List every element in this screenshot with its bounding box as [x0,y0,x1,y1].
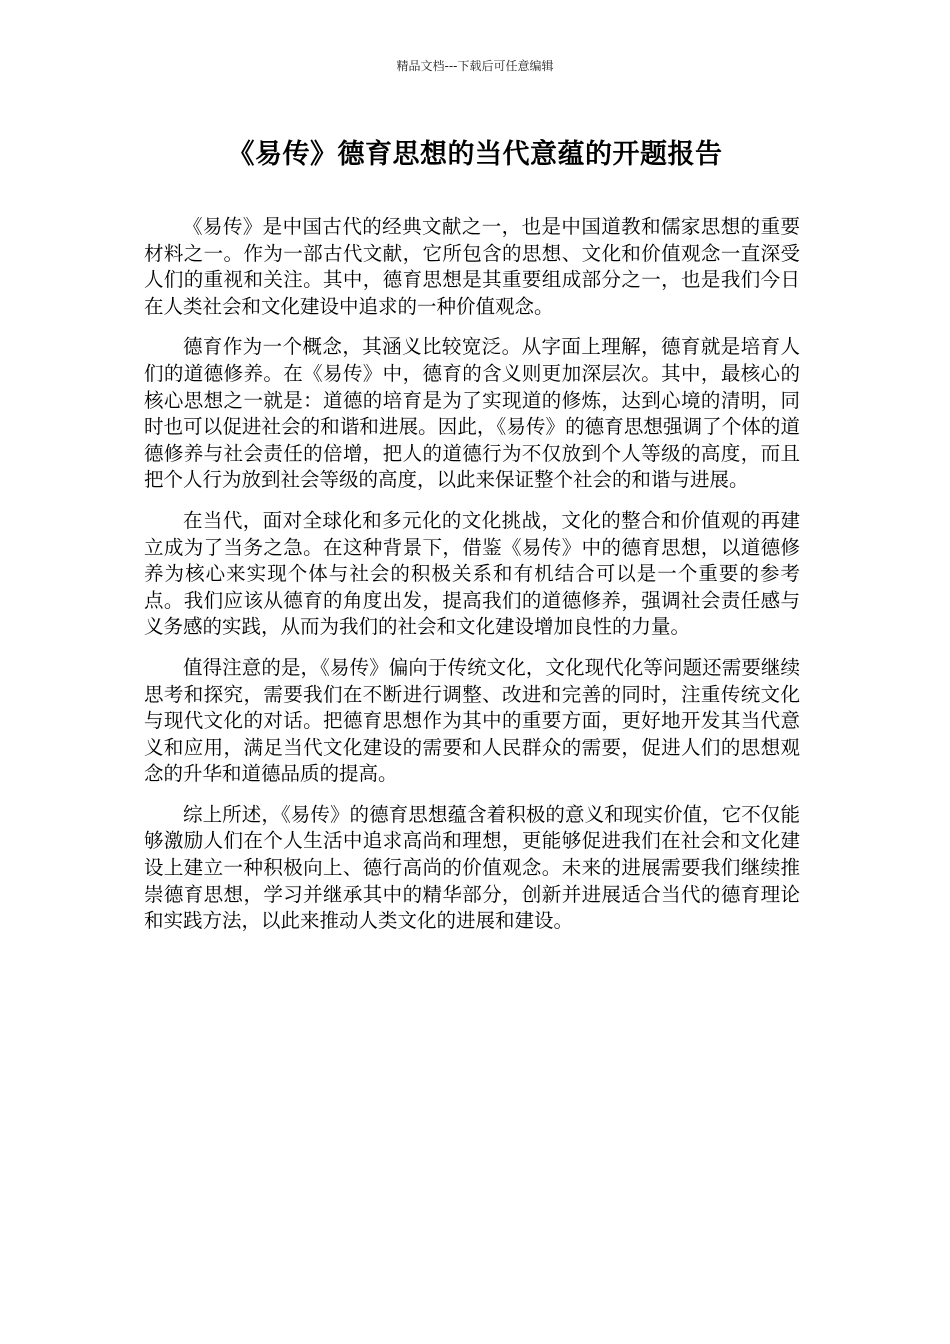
paragraph-2: 德育作为一个概念，其涵义比较宽泛。从字面上理解，德育就是培育人们的道德修养。在《易传》中，德育的含义则更加深层次。其中，最核心的核心思想之一就是：道德的培育是为了实现道的修炼，达到心境的清明，同时也可以促进社会的和谐和进展。因此，《易传》的德育思想强调了个体的道德修养与社会责任的倍增，把人的道德行为不仅放到个人等级的高度，而且把个人行为放到社会等级的高度，以此来保证整个社会的和谐与进展。 [144,335,800,492]
paragraph-4: 值得注意的是，《易传》偏向于传统文化，文化现代化等问题还需要继续思考和探究，需要我们在不断进行调整、改进和完善的同时，注重传统文化与现代文化的对话。把德育思想作为其中的重要方面，更好地开发其当代意义和应用，满足当代文化建设的需要和人民群众的需要，促进人们的思想观念的升华和道德品质的提高。 [144,655,800,786]
document-body [144,214,800,949]
paragraph-1: 《易传》是中国古代的经典文献之一，也是中国道教和儒家思想的重要材料之一。作为一部古代文献，它所包含的思想、文化和价值观念一直深受人们的重视和关注。其中，德育思想是其重要组成部分之一，也是我们今日在人类社会和文化建设中追求的一种价值观念。 [144,215,800,318]
paragraph-3: 在当代，面对全球化和多元化的文化挑战，文化的整合和价值观的再建立成为了当务之急。在这种背景下，借鉴《易传》中的德育思想，以道德修养为核心来实现个体与社会的积极关系和有机结合可以是一个重要的参考点。我们应该从德育的角度出发，提高我们的道德修养，强调社会责任感与义务感的实践，从而为我们的社会和文化建设增加良性的力量。 [144,508,800,639]
document-title: 《易传》德育思想的当代意蕴的开题报告 [227,139,723,170]
paragraph-5: 综上所述，《易传》的德育思想蕴含着积极的意义和现实价值，它不仅能够激励人们在个人生活中追求高尚和理想，更能够促进我们在社会和文化建设上建立一种积极向上、德行高尚的价值观念。未来的进展需要我们继续推崇德育思想，学习并继承其中的精华部分，创新并进展适合当代的德育理论和实践方法，以此来推动人类文化的进展和建设。 [144,802,800,933]
header-note: 精品文档---下载后可任意编辑 [396,59,554,73]
